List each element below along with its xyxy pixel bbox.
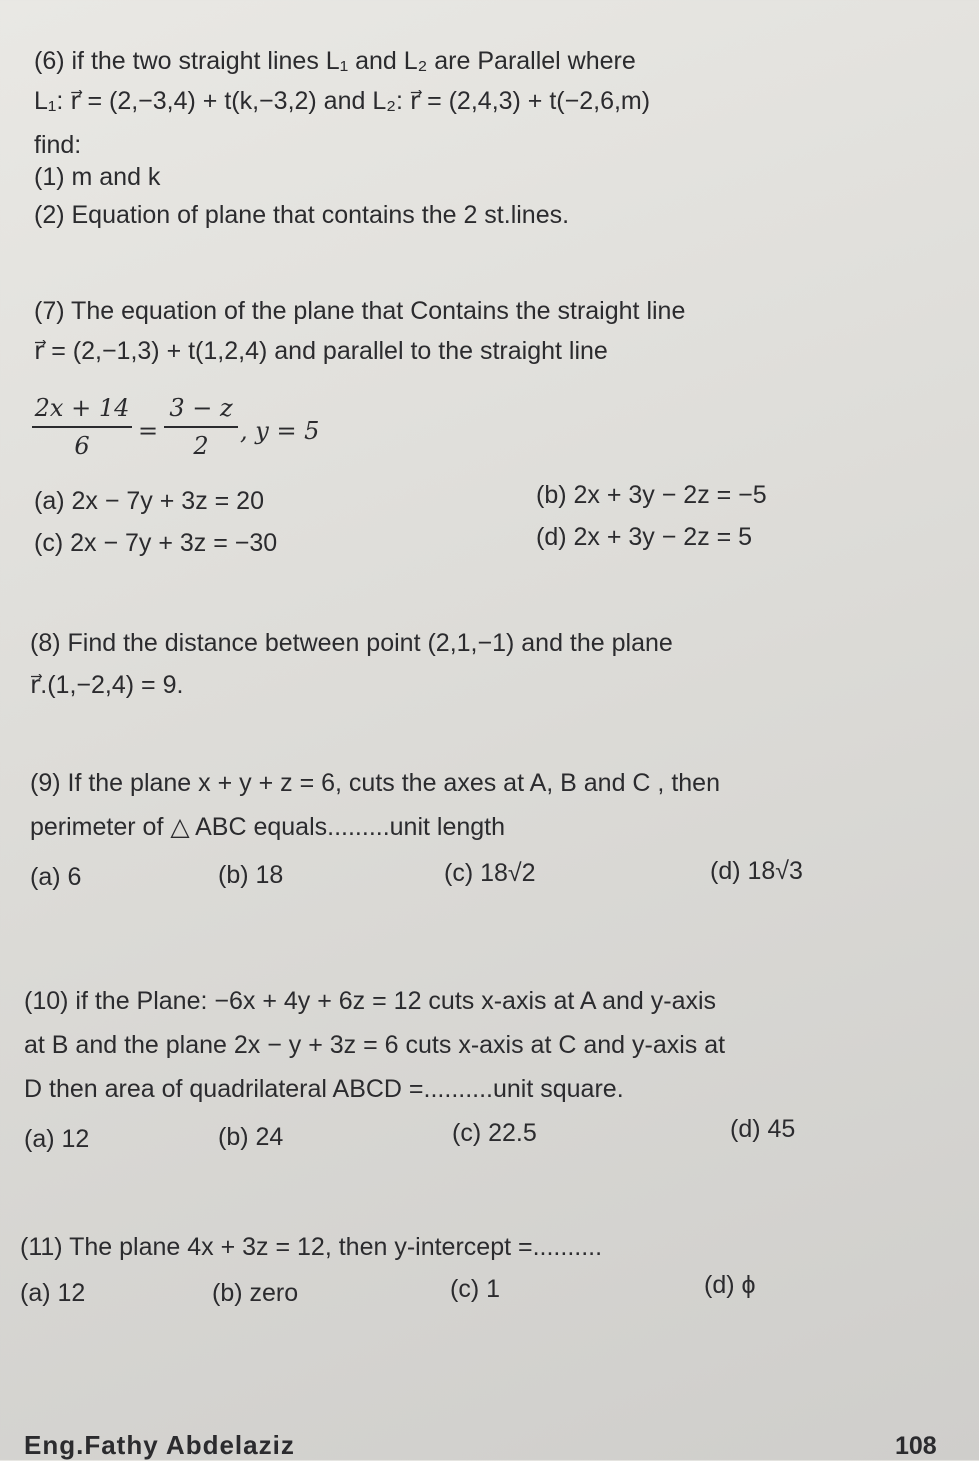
q6-part2: (2) Equation of plane that contains the 2 st.lines. bbox=[34, 201, 570, 229]
q7-frac1-denominator: 6 bbox=[74, 432, 90, 460]
q7-option-a[interactable]: (a) 2x − 7y + 3z = 20 bbox=[34, 487, 264, 515]
q7-option-c[interactable]: (c) 2x − 7y + 3z = −30 bbox=[34, 529, 278, 557]
q11-option-a[interactable]: (a) 12 bbox=[20, 1279, 86, 1307]
q10-option-d[interactable]: (d) 45 bbox=[730, 1115, 796, 1143]
q7-frac2-numerator: 3 − z bbox=[164, 394, 238, 428]
q6-line2: L₁: r⃗ = (2,−3,4) + t(k,−3,2) and L₂: r⃗ = (2,4,3) + t(−2,6,m) bbox=[34, 87, 651, 115]
q9-option-a[interactable]: (a) 6 bbox=[30, 863, 82, 891]
q10-line3: D then area of quadrilateral ABCD =..........unit square. bbox=[24, 1075, 624, 1103]
q11-line1: (11) The plane 4x + 3z = 12, then y-intercept =.......... bbox=[20, 1233, 603, 1261]
q9-option-d[interactable]: (d) 18√3 bbox=[710, 857, 803, 885]
q7-frac1-numerator: 2x + 14 bbox=[32, 394, 132, 428]
q7-option-b[interactable]: (b) 2x + 3y − 2z = −5 bbox=[536, 481, 767, 509]
q10-option-c[interactable]: (c) 22.5 bbox=[452, 1119, 537, 1147]
q11-option-d[interactable]: (d) ϕ bbox=[704, 1271, 756, 1299]
q9-option-c[interactable]: (c) 18√2 bbox=[444, 859, 536, 887]
q9-line1: (9) If the plane x + y + z = 6, cuts the axes at A, B and C , then bbox=[30, 769, 720, 797]
q7-line1: (7) The equation of the plane that Contains the straight line bbox=[34, 297, 686, 325]
page-number: 108 bbox=[895, 1432, 937, 1460]
footer-author: Eng.Fathy Abdelaziz bbox=[24, 1430, 295, 1460]
q6-part1: (1) m and k bbox=[34, 163, 161, 191]
q8-line2: r⃗.(1,−2,4) = 9. bbox=[30, 671, 184, 699]
q6-line1: (6) if the two straight lines L₁ and L₂ are Parallel where bbox=[34, 47, 636, 75]
q7-option-d[interactable]: (d) 2x + 3y − 2z = 5 bbox=[536, 523, 753, 551]
q7-fraction-1 bbox=[32, 394, 132, 460]
q7-tail: , y = 5 bbox=[240, 417, 320, 445]
q8-line1: (8) Find the distance between point (2,1,−1) and the plane bbox=[30, 629, 673, 657]
q11-option-b[interactable]: (b) zero bbox=[212, 1279, 299, 1307]
q9-option-b[interactable]: (b) 18 bbox=[218, 861, 284, 889]
q6-find: find: bbox=[34, 131, 82, 159]
q10-line1: (10) if the Plane: −6x + 4y + 6z = 12 cuts x-axis at A and y-axis bbox=[24, 987, 717, 1015]
q7-equals: = bbox=[138, 417, 159, 445]
q11-option-c[interactable]: (c) 1 bbox=[450, 1275, 500, 1303]
q10-option-b[interactable]: (b) 24 bbox=[218, 1123, 284, 1151]
q7-fraction-2 bbox=[164, 394, 238, 460]
q10-line2: at B and the plane 2x − y + 3z = 6 cuts x-axis at C and y-axis at bbox=[24, 1031, 726, 1059]
q9-line2: perimeter of △ ABC equals.........unit length bbox=[30, 813, 506, 841]
q7-line2: r⃗ = (2,−1,3) + t(1,2,4) and parallel to the straight line bbox=[34, 337, 608, 365]
q10-option-a[interactable]: (a) 12 bbox=[24, 1125, 90, 1153]
q7-frac2-denominator: 2 bbox=[193, 432, 209, 460]
